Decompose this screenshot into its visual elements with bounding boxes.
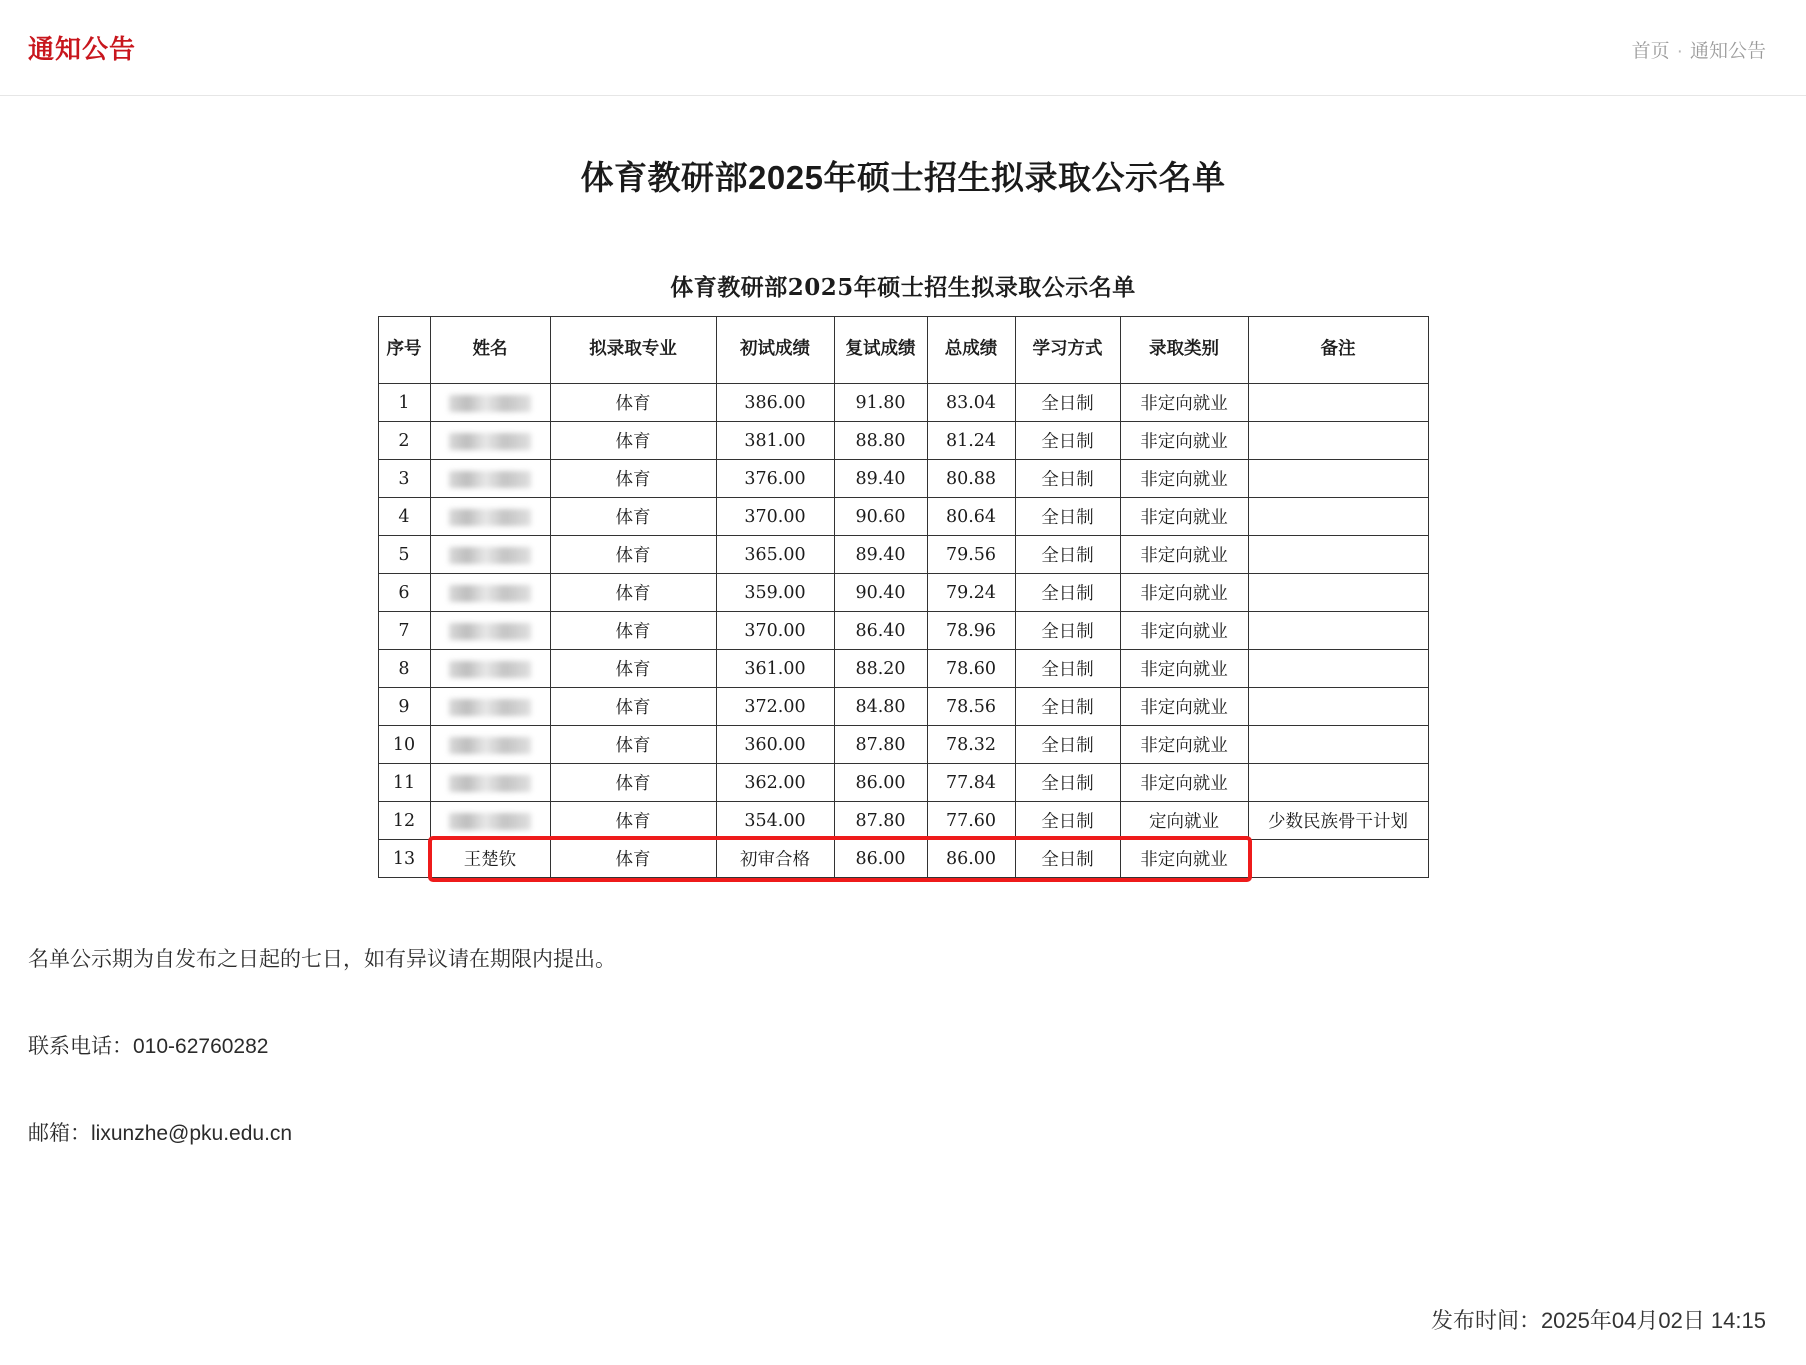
cell-total-score: 79.24	[927, 574, 1015, 612]
redacted-name	[449, 433, 531, 450]
table-header-row	[378, 317, 1428, 384]
column-header-study-mode: 学习方式	[1015, 317, 1120, 384]
column-header-name: 姓名	[430, 317, 550, 384]
cell-note	[1248, 574, 1428, 612]
cell-seq: 8	[378, 650, 430, 688]
cell-total-score: 78.32	[927, 726, 1015, 764]
cell-retest-score: 86.00	[834, 840, 927, 878]
cell-note	[1248, 650, 1428, 688]
table-row	[378, 612, 1428, 650]
cell-initial-score: 362.00	[716, 764, 834, 802]
table-row	[378, 840, 1428, 878]
cell-total-score: 78.56	[927, 688, 1015, 726]
table-caption: 体育教研部2025年硕士招生拟录取公示名单	[670, 274, 1136, 301]
page-header	[0, 0, 1806, 62]
document-title: 体育教研部2025年硕士招生拟录取公示名单	[580, 159, 1226, 196]
cell-name	[430, 574, 550, 612]
cell-retest-score: 87.80	[834, 802, 927, 840]
cell-admission-type: 非定向就业	[1120, 764, 1248, 802]
cell-total-score: 78.96	[927, 612, 1015, 650]
cell-seq: 4	[378, 498, 430, 536]
table-row	[378, 802, 1428, 840]
cell-major: 体育	[550, 574, 716, 612]
cell-seq: 3	[378, 460, 430, 498]
cell-study-mode: 全日制	[1015, 460, 1120, 498]
cell-admission-type: 非定向就业	[1120, 460, 1248, 498]
cell-note	[1248, 726, 1428, 764]
cell-retest-score: 86.40	[834, 612, 927, 650]
redacted-name	[449, 699, 531, 716]
cell-seq: 6	[378, 574, 430, 612]
cell-major: 体育	[550, 498, 716, 536]
cell-initial-score: 372.00	[716, 688, 834, 726]
column-header-initial-score: 初试成绩	[716, 317, 834, 384]
publish-time: 发布时间：2025年04月02日 14:15	[1430, 1307, 1766, 1333]
column-header-admission-type: 录取类别	[1120, 317, 1248, 384]
admission-table	[378, 316, 1429, 878]
cell-seq: 5	[378, 536, 430, 574]
cell-retest-score: 89.40	[834, 460, 927, 498]
table-row	[378, 384, 1428, 422]
cell-note	[1248, 384, 1428, 422]
cell-study-mode: 全日制	[1015, 840, 1120, 878]
cell-admission-type: 非定向就业	[1120, 840, 1248, 878]
table-row	[378, 688, 1428, 726]
breadcrumb-current: 通知公告	[1689, 41, 1766, 62]
column-header-major: 拟录取专业	[550, 317, 716, 384]
cell-name	[430, 498, 550, 536]
cell-study-mode: 全日制	[1015, 612, 1120, 650]
cell-retest-score: 90.60	[834, 498, 927, 536]
cell-total-score: 79.56	[927, 536, 1015, 574]
cell-major: 体育	[550, 460, 716, 498]
table-row	[378, 726, 1428, 764]
note-public-period: 名单公示期为自发布之日起的七日，如有异议请在期限内提出。	[28, 948, 616, 971]
cell-total-score: 78.60	[927, 650, 1015, 688]
cell-seq: 12	[378, 802, 430, 840]
cell-retest-score: 87.80	[834, 726, 927, 764]
table-head	[378, 317, 1428, 384]
cell-name	[430, 650, 550, 688]
cell-initial-score: 初审合格	[716, 840, 834, 878]
cell-name	[430, 802, 550, 840]
cell-note: 少数民族骨干计划	[1248, 802, 1428, 840]
cell-seq: 9	[378, 688, 430, 726]
cell-major: 体育	[550, 422, 716, 460]
column-header-total-score: 总成绩	[927, 317, 1015, 384]
breadcrumb	[1632, 36, 1766, 61]
cell-admission-type: 定向就业	[1120, 802, 1248, 840]
cell-name	[430, 726, 550, 764]
cell-admission-type: 非定向就业	[1120, 498, 1248, 536]
cell-name	[430, 764, 550, 802]
cell-admission-type: 非定向就业	[1120, 726, 1248, 764]
cell-initial-score: 365.00	[716, 536, 834, 574]
cell-admission-type: 非定向就业	[1120, 650, 1248, 688]
cell-total-score: 80.88	[927, 460, 1015, 498]
cell-name	[430, 422, 550, 460]
redacted-name	[449, 813, 531, 830]
cell-total-score: 83.04	[927, 384, 1015, 422]
redacted-name	[449, 471, 531, 488]
cell-initial-score: 359.00	[716, 574, 834, 612]
cell-major: 体育	[550, 726, 716, 764]
redacted-name	[449, 661, 531, 678]
cell-initial-score: 381.00	[716, 422, 834, 460]
redacted-name	[449, 509, 531, 526]
cell-major: 体育	[550, 536, 716, 574]
cell-name	[430, 536, 550, 574]
cell-study-mode: 全日制	[1015, 726, 1120, 764]
cell-admission-type: 非定向就业	[1120, 574, 1248, 612]
redacted-name	[449, 585, 531, 602]
breadcrumb-separator: ·	[1676, 41, 1683, 62]
column-header-note: 备注	[1248, 317, 1428, 384]
cell-major: 体育	[550, 384, 716, 422]
cell-initial-score: 370.00	[716, 498, 834, 536]
column-header-seq: 序号	[378, 317, 430, 384]
table-row	[378, 422, 1428, 460]
breadcrumb-home-link[interactable]: 首页	[1631, 41, 1670, 62]
table-row	[378, 460, 1428, 498]
cell-retest-score: 88.20	[834, 650, 927, 688]
cell-name: 王楚钦	[430, 840, 550, 878]
cell-admission-type: 非定向就业	[1120, 688, 1248, 726]
cell-major: 体育	[550, 650, 716, 688]
column-header-retest-score: 复试成绩	[834, 317, 927, 384]
table-row	[378, 536, 1428, 574]
cell-note	[1248, 840, 1428, 878]
cell-total-score: 86.00	[927, 840, 1015, 878]
cell-initial-score: 360.00	[716, 726, 834, 764]
cell-admission-type: 非定向就业	[1120, 384, 1248, 422]
table-row	[378, 574, 1428, 612]
cell-total-score: 77.84	[927, 764, 1015, 802]
cell-retest-score: 89.40	[834, 536, 927, 574]
cell-seq: 13	[378, 840, 430, 878]
cell-retest-score: 86.00	[834, 764, 927, 802]
table-body	[378, 384, 1428, 878]
note-contact-email: 邮箱：lixunzhe@pku.edu.cn	[28, 1121, 293, 1145]
redacted-name	[449, 737, 531, 754]
cell-total-score: 80.64	[927, 498, 1015, 536]
cell-major: 体育	[550, 688, 716, 726]
cell-note	[1248, 536, 1428, 574]
cell-note	[1248, 612, 1428, 650]
cell-initial-score: 386.00	[716, 384, 834, 422]
cell-retest-score: 91.80	[834, 384, 927, 422]
redacted-name	[449, 395, 531, 412]
table-row	[378, 650, 1428, 688]
cell-admission-type: 非定向就业	[1120, 422, 1248, 460]
cell-study-mode: 全日制	[1015, 384, 1120, 422]
cell-seq: 7	[378, 612, 430, 650]
cell-study-mode: 全日制	[1015, 802, 1120, 840]
cell-retest-score: 88.80	[834, 422, 927, 460]
notes-section	[28, 940, 1778, 1154]
cell-admission-type: 非定向就业	[1120, 612, 1248, 650]
cell-study-mode: 全日制	[1015, 536, 1120, 574]
cell-initial-score: 354.00	[716, 802, 834, 840]
cell-study-mode: 全日制	[1015, 422, 1120, 460]
cell-admission-type: 非定向就业	[1120, 536, 1248, 574]
cell-major: 体育	[550, 764, 716, 802]
cell-study-mode: 全日制	[1015, 688, 1120, 726]
cell-retest-score: 90.40	[834, 574, 927, 612]
article-body	[0, 152, 1806, 1154]
admission-table-wrapper	[28, 269, 1778, 878]
cell-seq: 1	[378, 384, 430, 422]
cell-total-score: 81.24	[927, 422, 1015, 460]
cell-major: 体育	[550, 802, 716, 840]
table-row	[378, 498, 1428, 536]
cell-name	[430, 688, 550, 726]
note-contact-phone: 联系电话：010-62760282	[28, 1034, 269, 1058]
cell-retest-score: 84.80	[834, 688, 927, 726]
cell-note	[1248, 764, 1428, 802]
redacted-name	[449, 547, 531, 564]
cell-seq: 2	[378, 422, 430, 460]
redacted-name	[449, 775, 531, 792]
cell-study-mode: 全日制	[1015, 764, 1120, 802]
cell-note	[1248, 422, 1428, 460]
cell-total-score: 77.60	[927, 802, 1015, 840]
cell-seq: 11	[378, 764, 430, 802]
cell-seq: 10	[378, 726, 430, 764]
table-row	[378, 764, 1428, 802]
cell-initial-score: 376.00	[716, 460, 834, 498]
cell-major: 体育	[550, 612, 716, 650]
redacted-name	[449, 623, 531, 640]
page-title: 通知公告	[28, 34, 137, 64]
cell-initial-score: 361.00	[716, 650, 834, 688]
cell-note	[1248, 498, 1428, 536]
cell-study-mode: 全日制	[1015, 498, 1120, 536]
cell-initial-score: 370.00	[716, 612, 834, 650]
cell-major: 体育	[550, 840, 716, 878]
cell-name	[430, 612, 550, 650]
cell-note	[1248, 688, 1428, 726]
cell-name	[430, 384, 550, 422]
cell-study-mode: 全日制	[1015, 574, 1120, 612]
cell-name	[430, 460, 550, 498]
header-divider	[0, 95, 1806, 96]
cell-study-mode: 全日制	[1015, 650, 1120, 688]
cell-note	[1248, 460, 1428, 498]
